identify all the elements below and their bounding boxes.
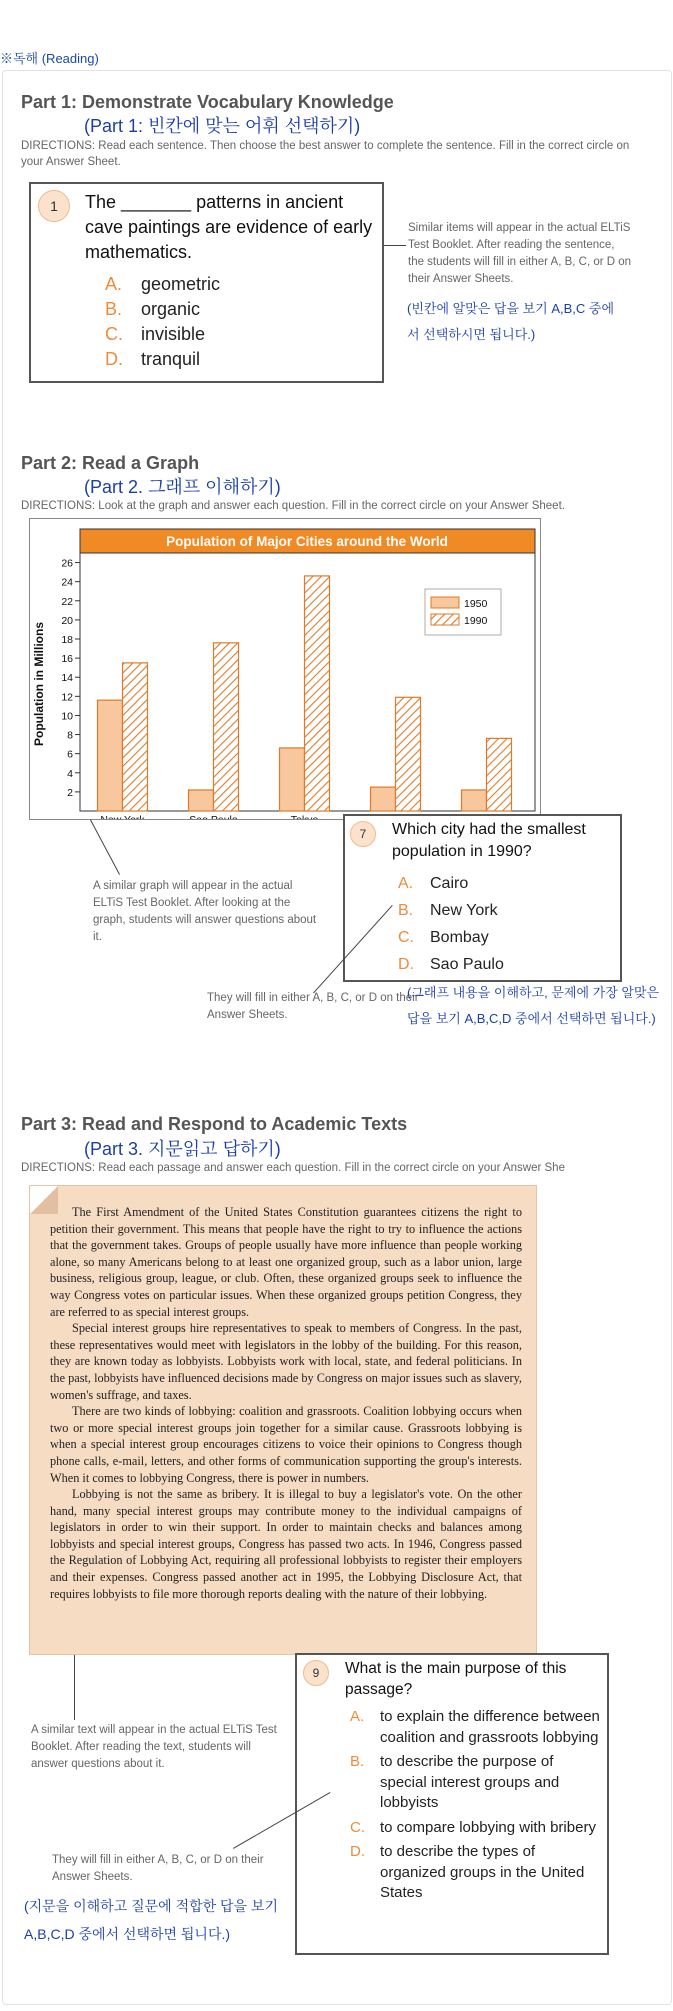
part3-question-box bbox=[295, 1653, 609, 1955]
legend-box bbox=[425, 589, 501, 635]
part1-note: Similar items will appear in the actual ELTiS Test Booklet. After reading the sentence, the students will fill in either A, B, C, or D on their Answer Sheets. bbox=[408, 222, 632, 285]
option-text: to compare lobbying with bribery bbox=[380, 1818, 596, 1836]
option-letter: D. bbox=[350, 1843, 365, 1860]
y-tick-label: 24 bbox=[61, 576, 73, 589]
passage-paragraph: Special interest groups hire representatives to speak to members of Congress. In the past, these representatives would meet with legislators in the lobby of the building. For this reason, they are known today as lobbyists. Lobbyists work with local, state, and federal politicians. In the past, lobbyists have influenced decisions made by Congress on major issues such as slavery, women's suffrage, and taxes. bbox=[50, 1321, 522, 1402]
y-tick-label: 22 bbox=[61, 595, 73, 608]
part2-directions: DIRECTIONS: Look at the graph and answer each question. Fill in the correct circle on your Answer Sheet. bbox=[21, 500, 565, 512]
option-letter: A. bbox=[105, 274, 123, 294]
part2-korean-note: (그래프 내용을 이해하고, 문제에 가장 알맞은 답을 보기 A,B,C,D 중에서 선택하면 됩니다.) bbox=[407, 985, 660, 1026]
passage-box bbox=[29, 1185, 537, 1655]
option-b[interactable] bbox=[350, 1752, 600, 1814]
part2-note-graph: A similar graph will appear in the actual ELTiS Test Booklet. After looking at the graph, students will answer questions about it. bbox=[93, 880, 317, 943]
bar-1990-sao-paulo bbox=[214, 643, 239, 811]
part3-korean-title: (Part 3. 지문읽고 답하기) bbox=[84, 1139, 281, 1159]
y-tick-label: 18 bbox=[61, 634, 73, 646]
bar-1990-bombay bbox=[396, 697, 421, 811]
option-letter: C. bbox=[398, 929, 414, 946]
part3-title: Part 3: Read and Respond to Academic Texts bbox=[21, 1114, 408, 1134]
bar-1950-new-york bbox=[98, 700, 123, 811]
bar-1990-tokyo bbox=[305, 576, 330, 811]
population-chart bbox=[30, 519, 540, 819]
option-letter: C. bbox=[105, 324, 123, 344]
option-text: Sao Paulo bbox=[430, 956, 504, 973]
option-a[interactable] bbox=[398, 870, 504, 897]
bar-1950-cairo bbox=[462, 790, 487, 811]
question-text: Which city had the smallest population in 1990? bbox=[392, 821, 586, 860]
option-b[interactable] bbox=[398, 897, 504, 924]
bar-1950-sao-paulo bbox=[189, 790, 214, 811]
option-letter: D. bbox=[398, 956, 414, 973]
option-letter: D. bbox=[105, 349, 123, 369]
options-list bbox=[398, 870, 504, 978]
y-tick-label: 2 bbox=[67, 786, 73, 799]
option-c[interactable] bbox=[105, 322, 220, 347]
option-text: geometric bbox=[141, 274, 221, 294]
option-d[interactable] bbox=[398, 951, 504, 978]
bar-1950-bombay bbox=[371, 787, 396, 811]
question-number-badge: 7 bbox=[350, 821, 376, 847]
question-number-badge: 1 bbox=[38, 190, 70, 222]
option-letter: A. bbox=[398, 875, 414, 892]
option-letter: B. bbox=[398, 902, 414, 919]
part1-directions: DIRECTIONS: Read each sentence. Then choose the best answer to complete the sentence. Fill in the correct circle on your Answer Sheet. bbox=[21, 140, 630, 168]
y-tick-label: 16 bbox=[61, 653, 73, 666]
part3-note-text: A similar text will appear in the actual ELTiS Test Booklet. After reading the text, students will answer questions about it. bbox=[31, 1724, 277, 1770]
y-tick-label: 26 bbox=[61, 557, 73, 570]
option-text: Bombay bbox=[430, 929, 489, 946]
passage-paragraph: Lobbying is not the same as bribery. It is illegal to buy a legislator's vote. On the other hand, many special interest groups may contribute money to the individual campaigns of legislators in order to win their support. In order to maintain checks and balances among lobbyists and special interest groups, Congress has passed two acts. In 1946, Congress passed the Regulation of Lobbying Act, requiring all professional lobbyists to register their employers and their expenses. Congress passed another act in 1995, the Lobbying Disclosure Act, that requires lobbyists to file more thorough reports dealing with the nature of their lobbying. bbox=[50, 1487, 522, 1601]
option-letter: B. bbox=[105, 299, 123, 319]
option-text: New York bbox=[430, 902, 498, 919]
legend-label: 1990 bbox=[464, 615, 488, 627]
option-letter: B. bbox=[350, 1753, 365, 1770]
question-text: What is the main purpose of this passage? bbox=[345, 1660, 567, 1698]
bar-1950-tokyo bbox=[280, 748, 305, 811]
option-text: organic bbox=[141, 299, 201, 319]
bar-1990-new-york bbox=[123, 663, 148, 811]
option-text: invisible bbox=[141, 324, 206, 344]
part2-title: Part 2: Read a Graph bbox=[21, 453, 200, 473]
option-letter: C. bbox=[350, 1818, 365, 1836]
passage-text bbox=[50, 1204, 522, 1602]
section-label: ※독해 (Reading) bbox=[0, 51, 99, 66]
passage-paragraph: There are two kinds of lobbying: coalition and grassroots. Coalition lobbying occurs when two or more special interest groups join together for a similar cause. Grassroots lobbying is when a special interest group encourages citizens to voice their opinions to Congress though phone calls, e-mail, letters, and other forms of communication supporting the group's interests. When it comes to lobbying Congress, there is power in numbers. bbox=[50, 1404, 522, 1485]
part1-title: Part 1: Demonstrate Vocabulary Knowledge bbox=[21, 92, 394, 112]
options-list bbox=[105, 272, 220, 372]
option-a[interactable] bbox=[350, 1707, 600, 1748]
legend-swatch bbox=[431, 614, 459, 625]
y-tick-label: 6 bbox=[67, 748, 73, 761]
question-text: The _______ patterns in ancient cave paintings are evidence of early mathematics. bbox=[85, 192, 373, 262]
part1-korean-title: (Part 1: 빈칸에 맞는 어휘 선택하기) bbox=[84, 116, 361, 136]
x-tick-label bbox=[100, 814, 145, 819]
part3-directions: DIRECTIONS: Read each passage and answer each question. Fill in the correct circle on your Answer She bbox=[21, 1162, 565, 1174]
passage-paragraph: The First Amendment of the United States Constitution guarantees citizens the right to petition their government. This means that people have the right to try to influence the actions that the government takes. Groups of people usually have more influence than people working alone, so many Americans belong to at least one organized group, such as a labor union, large business, religious group, league, or club. Often, these organized groups seek to influence the way Congress votes on particular issues. When these organized groups petition Congress, they are referred to as special interest groups. bbox=[50, 1205, 522, 1319]
part1-korean-note: (빈칸에 알맞은 답을 보기 A,B,C 중에서 선택하시면 됩니다.) bbox=[407, 301, 615, 342]
option-text: to explain the difference between coalition and grassroots lobbying bbox=[380, 1708, 600, 1746]
y-tick-label: 10 bbox=[61, 710, 73, 723]
part3-korean-note: (지문을 이해하고 질문에 적합한 답을 보기 A,B,C,D 중에서 선택하면 됩니다.) bbox=[24, 1898, 279, 1942]
option-d[interactable] bbox=[350, 1842, 600, 1904]
legend-label: 1950 bbox=[464, 598, 488, 610]
part2-question-box bbox=[343, 814, 622, 982]
chart-title: Population of Major Cities around the World bbox=[166, 534, 448, 549]
options-list bbox=[350, 1707, 600, 1904]
option-text: Cairo bbox=[430, 875, 469, 892]
option-c[interactable] bbox=[398, 924, 504, 951]
y-axis-label: Population in Millions bbox=[32, 622, 46, 746]
y-tick-label: 20 bbox=[61, 614, 73, 627]
part3-note-answer: They will fill in either A, B, C, or D on their Answer Sheets. bbox=[52, 1854, 264, 1883]
option-b[interactable] bbox=[105, 297, 220, 322]
y-tick-label: 8 bbox=[67, 729, 73, 742]
x-tick-label bbox=[291, 814, 319, 819]
connector-line bbox=[74, 1655, 75, 1720]
question-number-badge: 9 bbox=[303, 1660, 329, 1686]
legend-swatch bbox=[431, 597, 459, 608]
bar-1990-cairo bbox=[487, 738, 512, 811]
option-text: tranquil bbox=[141, 349, 201, 369]
graph-frame bbox=[29, 518, 541, 820]
option-text: to describe the purpose of special interest groups and lobbyists bbox=[380, 1753, 560, 1811]
y-tick-label: 12 bbox=[61, 691, 73, 704]
part2-korean-title: (Part 2. 그래프 이해하기) bbox=[84, 477, 281, 497]
part1-question-box bbox=[29, 182, 384, 383]
part2-note-answer: They will fill in either A, B, C, or D on their Answer Sheets. bbox=[207, 992, 419, 1021]
option-c[interactable] bbox=[350, 1818, 600, 1839]
option-text: to describe the types of organized groups in the United States bbox=[380, 1843, 585, 1901]
y-tick-label: 14 bbox=[61, 672, 73, 685]
option-a[interactable] bbox=[105, 272, 220, 297]
y-tick-label: 4 bbox=[67, 767, 73, 780]
x-tick-label bbox=[189, 814, 238, 819]
connector-line bbox=[384, 245, 406, 246]
option-d[interactable] bbox=[105, 347, 220, 372]
option-letter: A. bbox=[350, 1708, 365, 1725]
